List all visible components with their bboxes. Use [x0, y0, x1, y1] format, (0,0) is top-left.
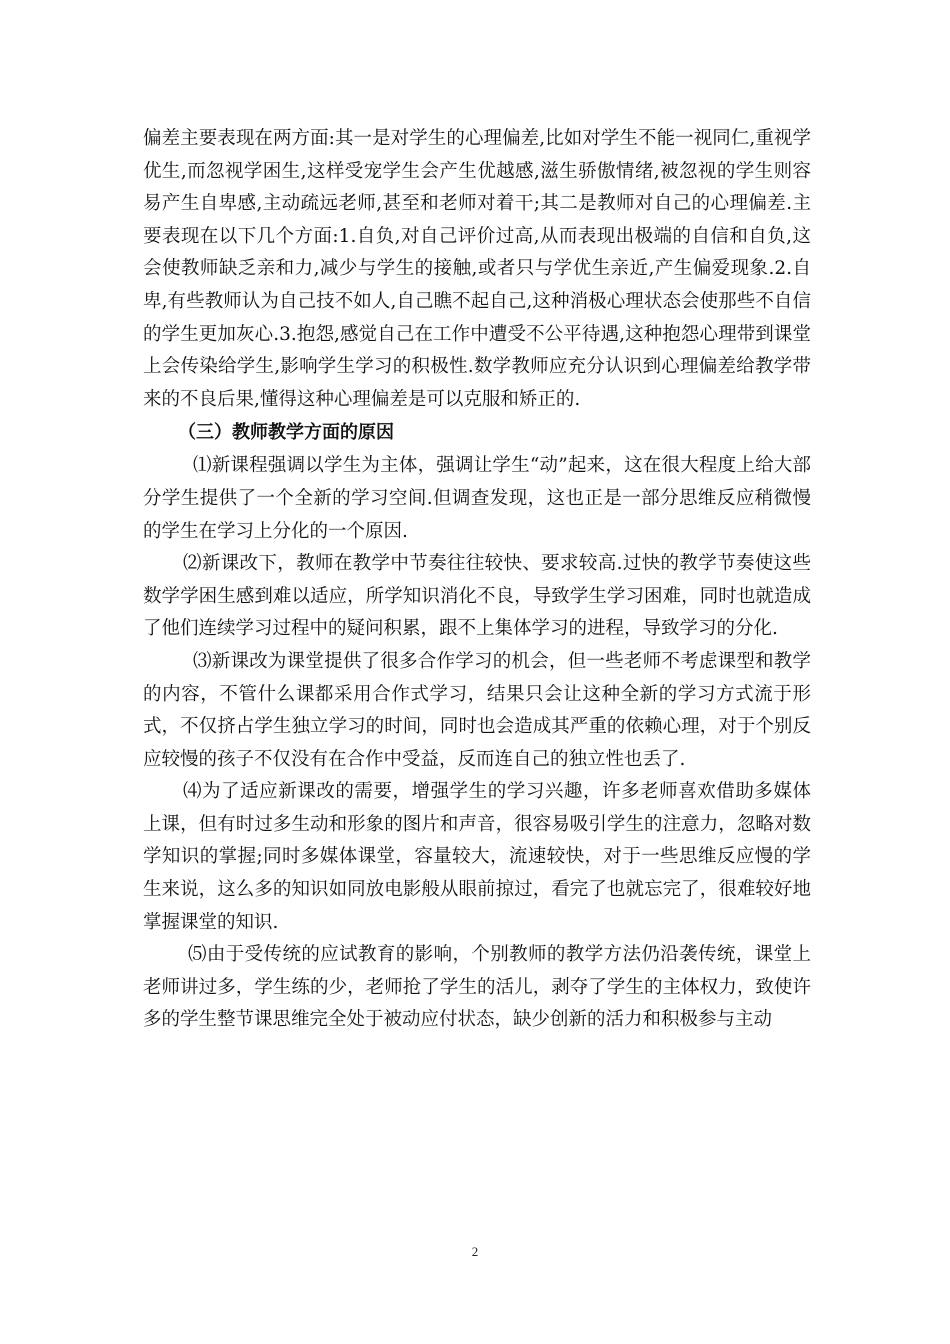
paragraph-teacher-psychology-bias: 偏差主要表现在两方面:其一是对学生的心理偏差,比如对学生不能一视同仁,重视学优生,而忽视学困生,这样受宠学生会产生优越感,滋生骄傲情绪,被忽视的学生则容易产生自卑感,主动疏远老师,甚至和老师对着干;其二是教师对自己的心理偏差.主要表现在以下几个方面:1.自负,对自己评价过高,从而表现出极端的自信和自负,这会使教师缺乏亲和力,减少与学生的接触,或者只与学优生亲近,产生偏爱现象.2.自卑,有些教师认为自己技不如人,自己瞧不起自己,这种消极心理状态会使那些不自信的学生更加灰心.3.抱怨,感觉自己在工作中遭受不公平待遇,这种抱怨心理带到课堂上会传染给学生,影响学生学习的积极性.数学教师应充分认识到心理偏差给教学带来的不良后果,懂得这种心理偏差是可以克服和矫正的. [143, 128, 811, 410]
paragraph-item-3: ⑶新课改为课堂提供了很多合作学习的机会，但一些老师不考虑课型和教学的内容，不管什么课都采用合作式学习，结果只会让这种全新的学习方式流于形式，不仅挤占学生独立学习的时间，同时也会造成其严重的依赖心理，对于个别反应较慢的孩子不仅没有在合作中受益，反而连自己的独立性也丢了. [143, 650, 811, 770]
page-number: 2 [471, 1244, 479, 1259]
paragraph-item-5: ⑸由于受传统的应试教育的影响，个别教师的教学方法仍沿袭传统，课堂上老师讲过多，学生练的少，老师抢了学生的活儿，剥夺了学生的主体权力，致使许多的学生整节课思维完全处于被动应付状态，缺少创新的活力和积极参与主动 [143, 944, 811, 1031]
section-heading-teaching-causes: （三）教师教学方面的原因 [178, 422, 394, 444]
paragraph-item-2: ⑵新课改下，教师在教学中节奏往往较快、要求较高.过快的教学节奏使这些数学学困生感到难以适应，所学知识消化不良，导致学生学习困难，同时也就造成了他们连续学习过程中的疑问积累，跟不上集体学习的进程，导致学习的分化. [143, 553, 811, 640]
paragraph-item-4: ⑷为了适应新课改的需要，增强学生的学习兴趣，许多老师喜欢借助多媒体上课，但有时过多生动和形象的图片和声音，很容易吸引学生的注意力，忽略对数学知识的掌握;同时多媒体课堂，容量较大，流速较快，对于一些思维反应慢的学生来说，这么多的知识如同放电影般从眼前掠过，看完了也就忘完了，很难较好地掌握课堂的知识. [143, 781, 811, 933]
document-body [143, 123, 811, 1037]
paragraph-item-1: ⑴新课程强调以学生为主体，强调让学生“动”起来，这在很大程度上给大部分学生提供了一个全新的学习空间.但调查发现，这也正是一部分思维反应稍微慢的学生在学习上分化的一个原因. [143, 455, 811, 542]
